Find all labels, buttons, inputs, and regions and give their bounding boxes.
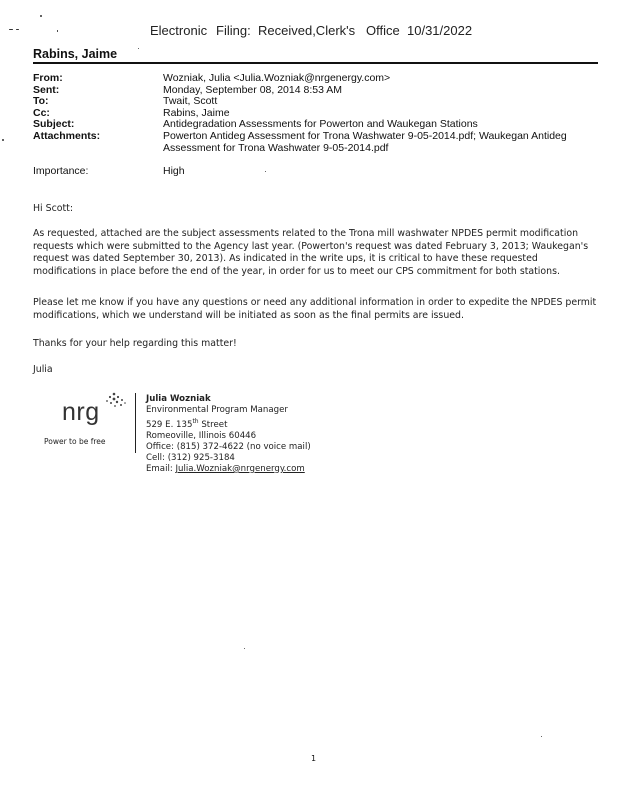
signature-block bbox=[146, 394, 311, 475]
page-number: 1 bbox=[311, 754, 317, 763]
from-value: Wozniak, Julia <Julia.Wozniak@nrgenergy.com> bbox=[163, 72, 391, 84]
scan-speck bbox=[541, 736, 542, 737]
stamp-received: Received,Clerk's bbox=[258, 23, 356, 38]
importance-label: Importance: bbox=[33, 165, 89, 177]
email-label: Email: bbox=[146, 463, 176, 474]
to-value: Twait, Scott bbox=[163, 95, 218, 108]
body-paragraph-2 bbox=[33, 297, 598, 322]
sent-value: Monday, September 08, 2014 8:53 AM bbox=[163, 83, 343, 96]
email-headers bbox=[33, 73, 598, 183]
signature-divider bbox=[135, 393, 136, 453]
signature-office-phone: Office: (815) 372-4622 (no voice mail) bbox=[146, 441, 311, 452]
signoff bbox=[33, 364, 598, 377]
nrg-wordmark: nrg bbox=[62, 398, 100, 426]
scan-speck bbox=[16, 29, 19, 30]
signature-cell-phone: Cell: (312) 925-3184 bbox=[146, 452, 235, 463]
importance-value: High bbox=[163, 165, 185, 177]
body-line: request was dated September 30, 2013). As indicated in the write ups, it is critical to have these requested bbox=[33, 253, 538, 265]
attachments-label: Attachments: bbox=[33, 130, 101, 142]
attachment-line-1: Powerton Antideg Assessment for Trona Washwater 9-05-2014.pdf; Waukegan Antideg bbox=[163, 130, 567, 142]
body-line: requests which were submitted to the Agency last year. (Powerton's request was dated February 3, 2013; Waukegan's bbox=[33, 240, 589, 252]
body-line: modifications, which we understand will be initiated as soon as the final permits are issued. bbox=[33, 309, 464, 321]
cc-value: Rabins, Jaime bbox=[163, 106, 230, 119]
scan-speck bbox=[244, 648, 245, 649]
cc-label: Cc: bbox=[33, 106, 50, 119]
body-line: As requested, attached are the subject assessments related to the Trona mill washwater NPDES permit modification bbox=[33, 228, 579, 239]
signature-street bbox=[146, 416, 311, 431]
greeting-text: Hi Scott: bbox=[33, 203, 73, 214]
street-suffix: th bbox=[192, 418, 199, 425]
body-line: Thanks for your help regarding this matter! bbox=[33, 338, 237, 349]
scan-speck bbox=[57, 30, 58, 32]
stamp-electronic: Electronic bbox=[150, 23, 208, 38]
scan-speck bbox=[2, 139, 4, 141]
signature-name: Julia Wozniak bbox=[146, 394, 211, 404]
signature-email bbox=[146, 464, 311, 475]
attachment-line-2: Assessment for Trona Washwater 9-05-2014.pdf bbox=[163, 141, 389, 154]
body-line: Please let me know if you have any questions or need any additional information in order to expedite the NPDES permit bbox=[33, 297, 597, 308]
body-paragraph-3 bbox=[33, 338, 598, 351]
header-rule bbox=[33, 62, 598, 64]
email-link[interactable]: Julia.Wozniak@nrgenergy.com bbox=[175, 463, 305, 474]
signature-city: Romeoville, Illinois 60446 bbox=[146, 430, 257, 441]
subject-label: Subject: bbox=[33, 118, 75, 131]
scan-speck bbox=[9, 29, 13, 30]
mailbox-owner: Rabins, Jaime bbox=[33, 47, 118, 61]
stamp-date: 10/31/2022 bbox=[407, 23, 473, 38]
signoff-text: Julia bbox=[33, 364, 53, 375]
from-label: From: bbox=[33, 72, 63, 84]
greeting bbox=[33, 203, 598, 216]
street-number: 529 E. 135 bbox=[146, 419, 193, 430]
body-line: modifications in place before the end of the year, in order for us to meet our CPS commitment for both stations. bbox=[33, 265, 560, 277]
stamp-office: Office bbox=[366, 23, 400, 38]
signature-title: Environmental Program Manager bbox=[146, 405, 288, 415]
nrg-logo-burst-icon bbox=[104, 391, 128, 413]
to-label: To: bbox=[33, 95, 49, 108]
scan-speck bbox=[40, 15, 42, 17]
sent-label: Sent: bbox=[33, 83, 60, 96]
scan-speck bbox=[138, 48, 139, 49]
street-name: Street bbox=[198, 419, 228, 430]
stamp-filing: Filing: bbox=[216, 23, 251, 38]
logo-tagline: Power to be free bbox=[44, 437, 106, 446]
body-paragraph-1 bbox=[33, 228, 598, 278]
subject-value: Antidegradation Assessments for Powerton and Waukegan Stations bbox=[163, 118, 478, 131]
